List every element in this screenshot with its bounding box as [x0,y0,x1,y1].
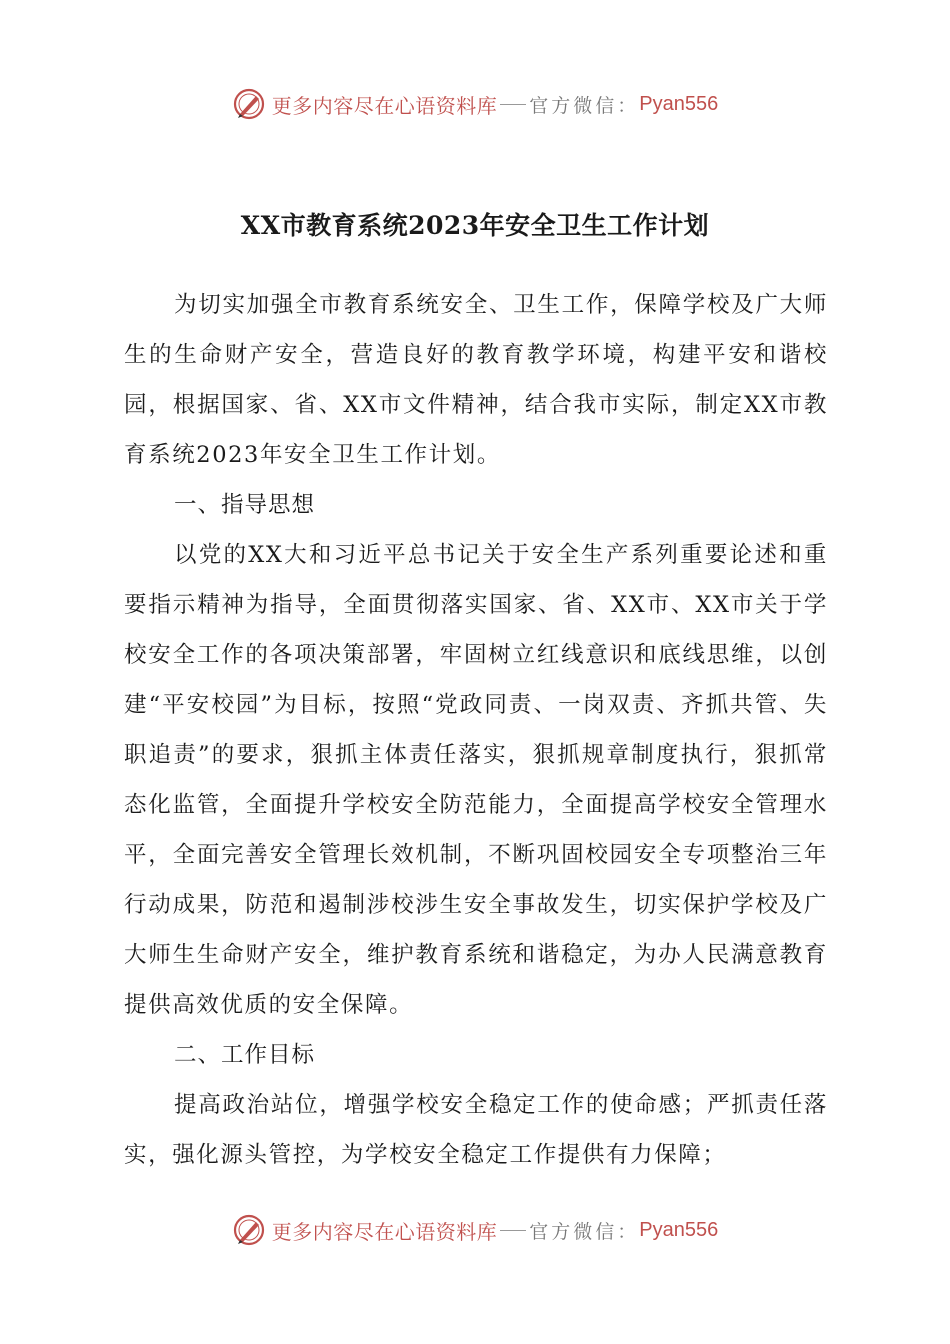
section-paragraph: 提高政治站位，增强学校安全稳定工作的使命感；严抓责任落实，强化源头管控，为学校安全稳定工作提供有力保障； [124,1092,828,1168]
watermark-separator [500,104,526,105]
quill-pen-logo-icon [232,87,266,121]
header-watermark [0,84,950,124]
intro-paragraph: 为切实加强全市教育系统安全、卫生工作，保障学校及广大师生的生命财产安全，营造良好的教育教学环境，构建平安和谐校园，根据国家、省、XX市文件精神，结合我市实际，制定XX市教育系统2023年安全卫生工作计划。 [124,292,828,468]
watermark-wechat-id: Pyan556 [639,1218,719,1241]
watermark-wechat-id: Pyan556 [639,92,719,115]
watermark-separator [500,1230,526,1231]
watermark-label: 官方微信： [529,94,640,117]
section-paragraph: 以党的XX大和习近平总书记关于安全生产系列重要论述和重要指示精神为指导，全面贯彻落实国家、省、XX市、XX市关于学校安全工作的各项决策部署，牢固树立红线意识和底线思维，以创建“平安校园”为目标，按照“党政同责、一岗双责、齐抓共管、失职追责”的要求，狠抓主体责任落实，狠抓规章制度执行，狠抓常态化监管，全面提升学校安全防范能力，全面提高学校安全管理水平，全面完善安全管理长效机制，不断巩固校园安全专项整治三年行动成果，防范和遏制涉校涉生安全事故发生，切实保护学校及广大师生生命财产安全，维护教育系统和谐稳定，为办人民满意教育提供高效优质的安全保障。 [124,542,828,1018]
footer-watermark [0,1210,950,1250]
document-title: XX市教育系统2023年安全卫生工作计划 [240,211,710,240]
section-heading-guiding-ideology: 一、指导思想 [174,492,316,518]
document-body [124,280,828,1180]
quill-pen-logo-icon [232,1213,266,1247]
watermark-text: 更多内容尽在心语资料库 [271,93,498,118]
section-heading-work-goals: 二、工作目标 [174,1042,316,1068]
watermark-text: 更多内容尽在心语资料库 [271,1219,498,1244]
watermark-label: 官方微信： [529,1220,640,1243]
